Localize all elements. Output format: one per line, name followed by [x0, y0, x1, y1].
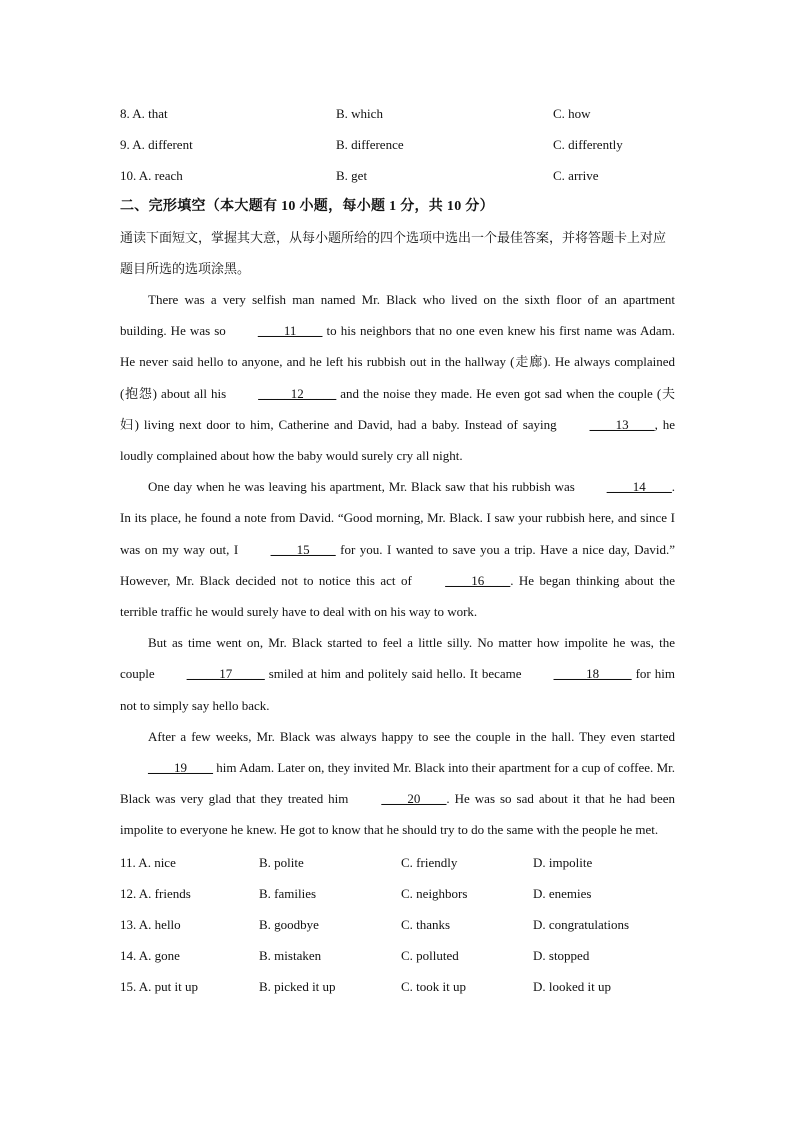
question-row-11 — [120, 847, 675, 878]
option-b: B. polite — [259, 854, 304, 870]
option-a: 10. A. reach — [120, 168, 183, 183]
passage-paragraph-2: One day when he was leaving his apartment, Mr. Black saw that his rubbish was ____14____. In its place, he found a note from David. “Good morning, Mr. Black. I saw your rubbish here, and since I was on my way out, I ____15____ for you. I wanted to save you a trip. Have a nice day, David.” However, Mr. Black decided not to notice this act of ____16____. He began thinking about the terrible traffic he would surely have to deal with on his way to work. — [120, 471, 675, 627]
question-option-list — [120, 847, 675, 1002]
blank-11: ____11____ — [257, 323, 323, 339]
option-row-10 — [120, 160, 675, 191]
question-row-14 — [120, 940, 675, 971]
passage-paragraph-3: But as time went on, Mr. Black started to feel a little silly. No matter how impolite he was, the couple _____17_____ smiled at him and politely said hello. It became _____18_____ for him not to simply say hello back. — [120, 635, 676, 713]
blank-12: _____12_____ — [258, 385, 337, 401]
option-a: 14. A. gone — [120, 947, 180, 963]
blank-16: ____16____ — [445, 572, 511, 588]
option-a: 12. A. friends — [120, 885, 191, 901]
option-row-9 — [120, 129, 675, 160]
option-c: C. thanks — [401, 916, 451, 932]
option-b: B. picked it up — [259, 978, 336, 994]
option-d: D. congratulations — [533, 916, 630, 932]
option-c: C. differently — [553, 137, 623, 152]
passage-paragraph-4: After a few weeks, Mr. Black was always happy to see the couple in the hall. They even started ____19____ him Adam. Later on, they invited Mr. Black into their apartment for a cup of coffee. Mr. Black was very glad that they treated him ____20____. He was so sad about it that he had been impolite to everyone he knew. He got to know that he should try to do the same with the people he met. — [120, 728, 675, 838]
option-b: B. difference — [336, 137, 404, 152]
section-heading: 二、完形填空（本大题有 10 小题，每小题 1 分，共 10 分） — [120, 199, 494, 214]
option-d: D. looked it up — [533, 978, 611, 994]
blank-17: _____17_____ — [186, 666, 265, 682]
option-c: C. took it up — [401, 978, 467, 994]
question-row-12 — [120, 878, 675, 909]
option-a: 13. A. hello — [120, 916, 181, 932]
option-c: C. polluted — [401, 947, 459, 963]
blank-20: ____20____ — [381, 791, 447, 807]
option-b: B. goodbye — [259, 916, 319, 932]
blank-19: ____19____ — [148, 760, 213, 776]
top-option-list — [120, 98, 675, 191]
option-b: B. get — [336, 168, 368, 183]
option-c: C. neighbors — [401, 885, 468, 901]
question-row-13 — [120, 909, 675, 940]
cloze-passage — [120, 284, 675, 846]
option-b: B. mistaken — [259, 947, 322, 963]
option-d: D. enemies — [533, 885, 592, 901]
option-c: C. how — [553, 106, 591, 121]
option-b: B. which — [336, 106, 383, 121]
exam-page — [120, 98, 675, 1002]
blank-13: ____13____ — [589, 416, 655, 432]
option-c: C. arrive — [553, 168, 599, 183]
option-a: 15. A. put it up — [120, 978, 199, 994]
option-row-8 — [120, 98, 675, 129]
option-a: 11. A. nice — [120, 854, 176, 870]
section-instruction: 通读下面短文，掌握其大意，从每小题所给的四个选项中选出一个最佳答案，并将答题卡上对应题目所选的选项涂黑。 — [120, 230, 667, 276]
question-row-15 — [120, 971, 675, 1002]
option-d: D. stopped — [533, 947, 590, 963]
passage-paragraph-1: There was a very selfish man named Mr. Black who lived on the sixth floor of an apartment building. He was so ____11____ to his neighbors that no one even knew his first name was Adam. He never said hello to anyone, and he left his rubbish out in the hallway (走廊). He always complained (抱怨) about all his _____12_____ and the noise they made. He even got sad when the couple (夫妇) living next door to him, Catherine and David, had a baby. Instead of saying ____13____, he loudly complained about how the baby would surely cry all night. — [120, 292, 675, 464]
blank-15: ____15____ — [270, 541, 336, 557]
option-d: D. impolite — [533, 854, 593, 870]
option-a: 8. A. that — [120, 106, 168, 121]
option-a: 9. A. different — [120, 137, 193, 152]
blank-14: ____14____ — [606, 479, 672, 495]
option-c: C. friendly — [401, 854, 458, 870]
option-b: B. families — [259, 885, 317, 901]
blank-18: _____18_____ — [553, 666, 632, 682]
